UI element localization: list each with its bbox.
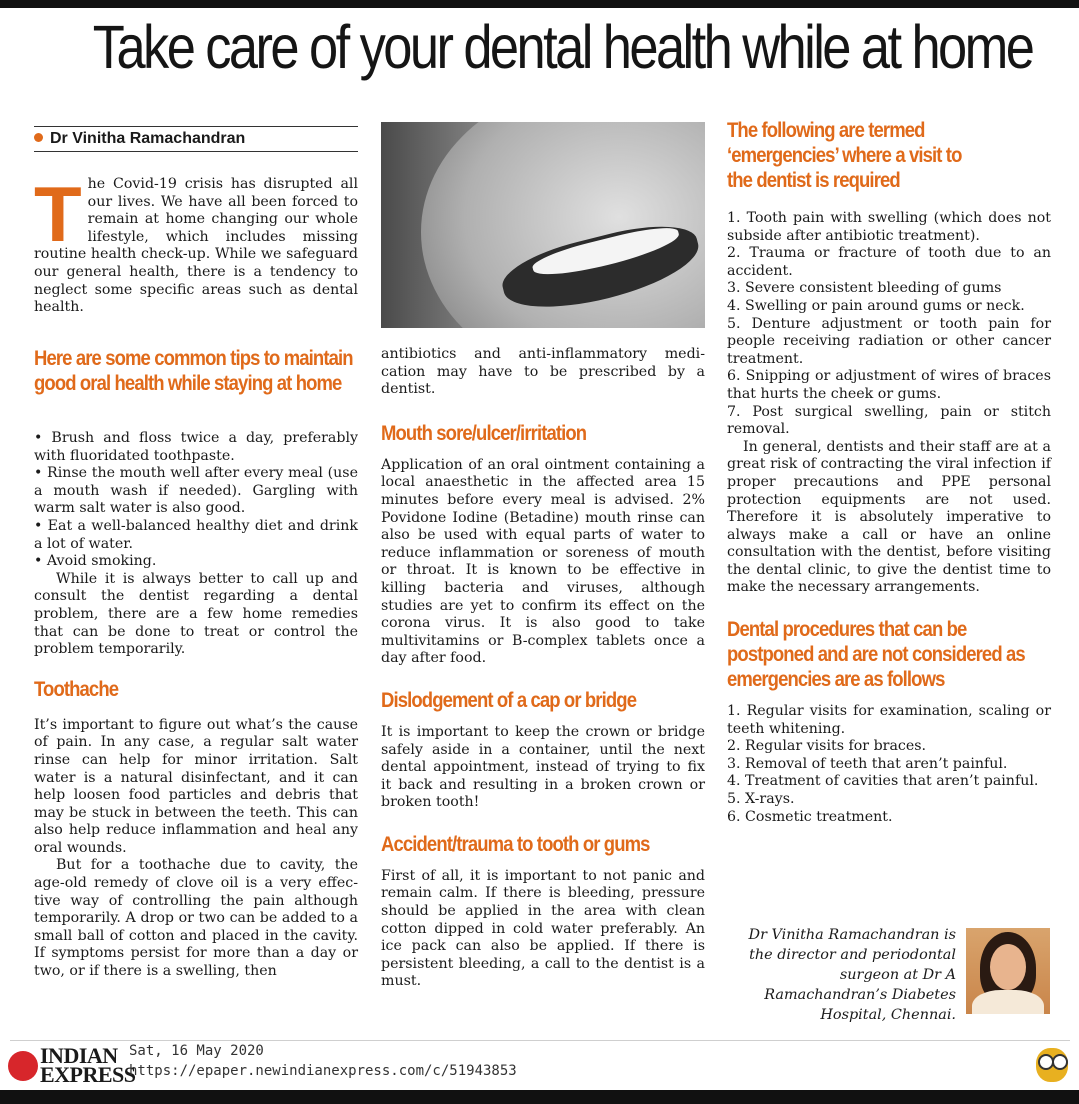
byline-author: Dr Vinitha Ramachandran bbox=[50, 130, 246, 147]
logo-word-top: INDIAN bbox=[40, 1043, 118, 1068]
drop-cap: T bbox=[34, 170, 82, 258]
trauma-heading: Accident/trauma to tooth or gums bbox=[381, 832, 650, 856]
logo-word-bottom: EXPRESS bbox=[40, 1062, 136, 1087]
smile-photo bbox=[381, 122, 705, 328]
tips-heading: Here are some common tips to maintain good oral health while staying at home bbox=[34, 347, 353, 395]
postponed-item: 3. Removal of teeth that aren’t painful. bbox=[727, 755, 1008, 772]
emergency-item: 5. Denture adjustment or tooth pain for people receiving radiation or other cancer treatment. bbox=[727, 315, 1051, 367]
intro-block bbox=[34, 170, 358, 336]
emergency-item: 6. Snipping or adjustment of wires of braces that hurts the cheek or gums. bbox=[727, 368, 1051, 402]
byline bbox=[34, 126, 358, 152]
emergencies-paragraph: In general, dentists and their staff are at a great risk of contracting the viral infection if proper precautions and PPE personal protection equipments are not used. Therefore it is absolutely imperative to always make a call or have an online consultation with the dentist, before visiting the dental clinic, to give the dentist time to make the necessary arrangements. bbox=[727, 438, 1051, 596]
footer-url[interactable]: https://epaper.newindianexpress.com/c/51943853 bbox=[129, 1063, 517, 1079]
emergencies-heading: The following are termed ‘emergencies’ where a visit to the dentist is required bbox=[727, 119, 962, 192]
tip-item: • Avoid smoking. bbox=[34, 553, 157, 570]
owl-icon[interactable] bbox=[1034, 1044, 1070, 1084]
emergency-item: 3. Severe consistent bleeding of gums bbox=[727, 280, 1002, 297]
column-2 bbox=[381, 346, 705, 991]
emergency-item: 1. Tooth pain with swelling (which does not subside after antibiotic treatment). bbox=[727, 210, 1051, 244]
emergency-item: 4. Swelling or pain around gums or neck. bbox=[727, 297, 1025, 314]
portrait-body bbox=[972, 990, 1044, 1014]
tips-paragraph: While it is always better to call up and consult the dentist regarding a dental problem, there are a few home remedies that can be done to treat or control the problem temporarily. bbox=[34, 570, 358, 658]
bullet-dot-icon bbox=[34, 133, 43, 142]
continued-paragraph: antibiotics and anti-inflammatory medication may have to be prescribed by a dentist. bbox=[381, 346, 705, 398]
postponed-item: 4. Treatment of cavities that aren’t painful. bbox=[727, 773, 1039, 790]
postponed-item: 2. Regular visits for braces. bbox=[727, 738, 927, 755]
footer-divider bbox=[10, 1040, 1070, 1041]
column-1 bbox=[34, 170, 358, 981]
tip-item: • Rinse the mouth well after every meal (use a mouth wash if needed). Gargling with warm salt water is also good. bbox=[34, 465, 358, 517]
toothache-paragraph-1: It’s important to figure out what’s the cause of pain. In any case, a regular salt water rinse can help for minor irritation. Salt water is a natural disinfectant, and it can help loosen food particles and debris that may be stuck in between the teeth. This can also help reduce inflammation and heal any oral wounds. bbox=[34, 716, 358, 856]
logo-mark-icon bbox=[8, 1051, 38, 1081]
postponed-item: 6. Cosmetic treatment. bbox=[727, 808, 893, 825]
author-bio: Dr Vinitha Ramachandran is the director and periodontal surgeon at Dr A Ramachandran’s Diabetes Hospital, Chennai. bbox=[748, 927, 956, 1023]
intro-paragraph: he Covid-19 crisis has disrupted all our lives. We have all been forced to remain at home changing our whole lifestyle, which includes missing routine health check-up. While we safeguard our general health, there is a tendency to neglect some specific areas such as dental health. bbox=[34, 176, 358, 316]
column-3 bbox=[727, 118, 1051, 826]
cap-bridge-heading: Dislodgement of a cap or bridge bbox=[381, 688, 637, 712]
portrait-face bbox=[990, 944, 1026, 990]
emergency-item: 2. Trauma or fracture of tooth due to an accident. bbox=[727, 245, 1051, 279]
toothache-heading: Toothache bbox=[34, 677, 119, 701]
mouth-sore-paragraph: Application of an oral ointment containing a local anaesthetic in the affected area 15 minutes before every meal is advised. 2% Povidone Iodine (Betadine) mouth rinse can also be used with equal parts of water to reduce inflammation or soreness of mouth or throat. It is known to be effective in killing bacteria and viruses, although studies are yet to confirm its effect on the corona virus. It is also good to take multivitamins or B-complex tablets once a day after food. bbox=[381, 456, 705, 667]
bottom-bar bbox=[0, 1090, 1079, 1104]
newspaper-logo[interactable] bbox=[8, 1043, 136, 1087]
tip-item: • Brush and floss twice a day, preferably with fluoridated toothpaste. bbox=[34, 430, 358, 464]
emergency-item: 7. Post surgical swelling, pain or stitch removal. bbox=[727, 403, 1051, 438]
cap-bridge-paragraph: It is important to keep the crown or bridge safely aside in a container, until the next dental appointment, instead of trying to fix it back and resulting in a broken crown or broken tooth! bbox=[381, 723, 705, 811]
author-portrait bbox=[966, 928, 1050, 1014]
headline: Take care of your dental health while at home bbox=[92, 13, 1033, 81]
postponed-item: 1. Regular visits for examination, scaling or teeth whitening. bbox=[727, 703, 1051, 737]
postponed-item: 5. X-rays. bbox=[727, 791, 795, 808]
toothache-paragraph-2: But for a toothache due to cavity, the age-old remedy of clove oil is a very effective way of controlling the pain although temporarily. A drop or two can be added to a small ball of cotton and placed in the cavity. If symptoms persist for more than a day or two, or if there is a swelling, then bbox=[34, 857, 358, 980]
footer-date: Sat, 16 May 2020 bbox=[129, 1043, 264, 1059]
postponed-heading: Dental procedures that can be postponed and are not considered as emergencies are as follows bbox=[727, 618, 1025, 692]
trauma-paragraph: First of all, it is important to not panic and remain calm. If there is bleeding, pressure should be applied in the area with clean cotton dipped in cold water preferably. An ice pack can also be applied. If there is persistent bleeding, a call to the dentist is a must. bbox=[381, 867, 705, 990]
owl-eye-right bbox=[1052, 1054, 1068, 1070]
tip-item: • Eat a well-balanced healthy diet and drink a lot of water. bbox=[34, 517, 358, 552]
mouth-sore-heading: Mouth sore/ulcer/irritation bbox=[381, 421, 587, 445]
top-bar bbox=[0, 0, 1079, 8]
